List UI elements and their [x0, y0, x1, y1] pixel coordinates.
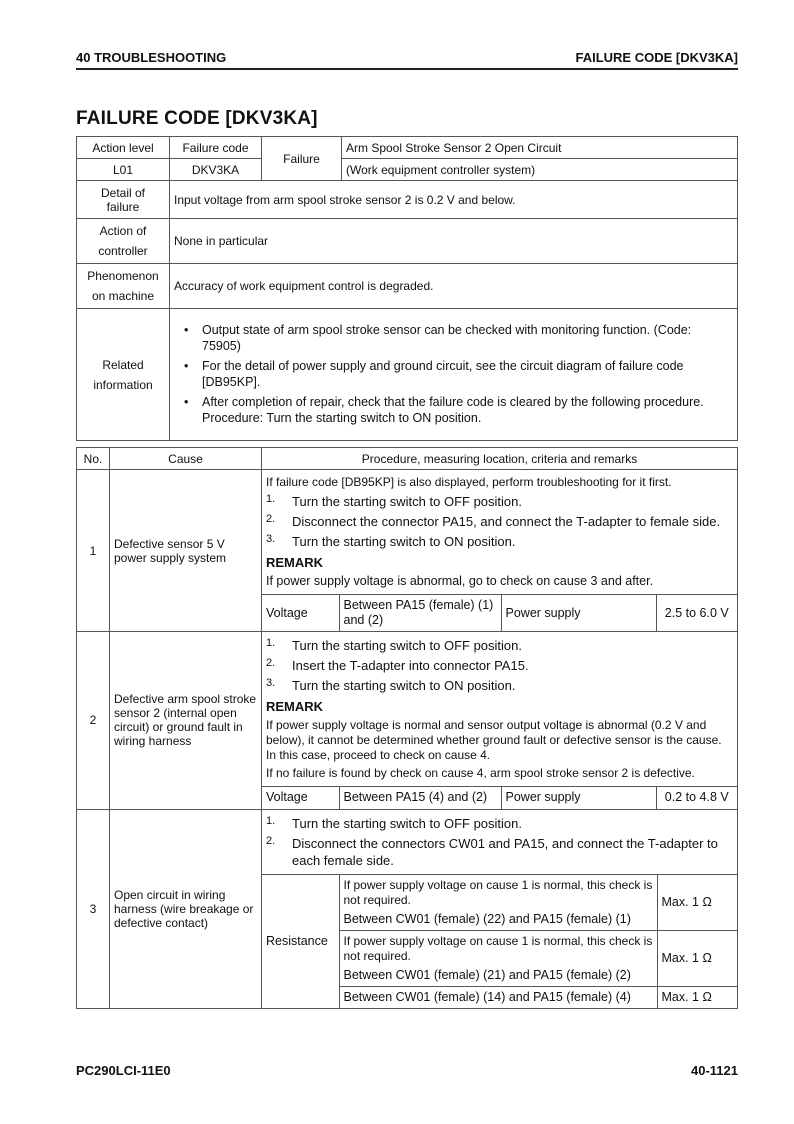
failure-name: Arm Spool Stroke Sensor 2 Open Circuit — [342, 137, 738, 159]
meas-type: Voltage — [262, 595, 339, 632]
meas-type: Resistance — [262, 874, 339, 1008]
meas-item: Power supply — [501, 595, 656, 632]
phenomenon-text: Accuracy of work equipment control is degraded. — [170, 264, 738, 309]
related-label: Related information — [77, 309, 170, 441]
remark-text: If power supply voltage is abnormal, go to check on cause 3 and after. — [266, 574, 654, 588]
action-level-value: L01 — [77, 159, 170, 181]
remark-text-2: If no failure is found by check on cause 4, arm spool stroke sensor 2 is defective. — [266, 766, 695, 780]
meas-value: Max. 1 Ω — [657, 986, 737, 1008]
meas-location: Between PA15 (female) (1) and (2) — [339, 595, 501, 632]
cause-text: Defective arm spool stroke sensor 2 (internal open circuit) or ground fault in wiring harness — [110, 632, 262, 810]
failure-label: Failure — [262, 137, 342, 181]
procedure-cell — [262, 470, 738, 632]
remark-text: If power supply voltage is normal and sensor output voltage is abnormal (0.2 V and below), it cannot be determined whether ground fault or defective sensor is the cause. In this case, proceed to check on cause 4. — [266, 718, 722, 762]
procedure-step: 1. Turn the starting switch to OFF position. — [266, 637, 522, 653]
measurement-table — [262, 786, 737, 809]
header-section: 40 TROUBLESHOOTING — [76, 50, 227, 65]
meas-location: Between CW01 (female) (14) and PA15 (female) (4) — [339, 986, 657, 1008]
meas-note: If power supply voltage on cause 1 is normal, this check is not required. — [343, 877, 653, 907]
meas-type: Voltage — [262, 787, 339, 809]
procedure-cell — [262, 809, 738, 1009]
procedure-intro: If failure code [DB95KP] is also displayed, perform troubleshooting for it first. — [266, 475, 672, 489]
detail-text: Input voltage from arm spool stroke sensor 2 is 0.2 V and below. — [170, 181, 738, 219]
cause-no: 1 — [77, 470, 110, 632]
failure-code-label: Failure code — [170, 137, 262, 159]
page-header — [76, 48, 738, 70]
remark-label: REMARK — [266, 555, 324, 570]
meas-item: Power supply — [501, 787, 656, 809]
procedure-step: 2. Insert the T-adapter into connector PA15. — [266, 657, 529, 673]
footer-page-number: 40-1121 — [691, 1063, 738, 1078]
meas-value: Max. 1 Ω — [657, 874, 737, 930]
cause-no: 2 — [77, 632, 110, 810]
meas-value: Max. 1 Ω — [657, 930, 737, 986]
procedure-step: 1. Turn the starting switch to OFF position. — [266, 493, 522, 509]
header-code: FAILURE CODE [DKV3KA] — [575, 50, 738, 65]
meas-location: If power supply voltage on cause 1 is normal, this check is not required. Between CW01 (female) (22) and PA15 (female) (1) — [339, 874, 657, 930]
measurement-table — [262, 874, 737, 1009]
meas-note: If power supply voltage on cause 1 is normal, this check is not required. — [343, 933, 653, 963]
page-title: FAILURE CODE [DKV3KA] — [76, 108, 318, 129]
failure-info-table — [76, 136, 738, 441]
col-cause: Cause — [110, 448, 262, 470]
meas-value: 0.2 to 4.8 V — [656, 787, 737, 809]
procedure-step: 3. Turn the starting switch to ON position. — [266, 533, 516, 549]
related-procedure: Procedure: Turn the starting switch to ON position. — [202, 410, 482, 425]
col-procedure: Procedure, measuring location, criteria and remarks — [262, 448, 738, 470]
cause-table — [76, 447, 738, 1009]
procedure-cell — [262, 632, 738, 810]
meas-location: If power supply voltage on cause 1 is normal, this check is not required. Between CW01 (female) (21) and PA15 (female) (2) — [339, 930, 657, 986]
cause-text: Defective sensor 5 V power supply system — [110, 470, 262, 632]
procedure-step: 1. Turn the starting switch to OFF position. — [266, 814, 522, 831]
related-info — [170, 309, 738, 441]
procedure-step: 2. Disconnect the connectors CW01 and PA15, and connect the T-adapter to each female side. — [266, 834, 718, 868]
failure-code-value: DKV3KA — [170, 159, 262, 181]
detail-label: Detail of failure — [77, 181, 170, 219]
footer-model: PC290LCI-11E0 — [76, 1063, 171, 1078]
meas-location: Between PA15 (4) and (2) — [339, 787, 501, 809]
col-no: No. — [77, 448, 110, 470]
procedure-step: 2. Disconnect the connector PA15, and connect the T-adapter to female side. — [266, 513, 721, 529]
cause-text: Open circuit in wiring harness (wire breakage or defective contact) — [110, 809, 262, 1009]
related-item: • Output state of arm spool stroke sensor can be checked with monitoring function. (Code: 75905) — [174, 322, 733, 354]
procedure-step: 3. Turn the starting switch to ON position. — [266, 677, 516, 693]
meas-value: 2.5 to 6.0 V — [656, 595, 737, 632]
action-text: None in particular — [170, 219, 738, 264]
related-item: • After completion of repair, check that the failure code is cleared by the following procedure. Procedure: Turn the starting switch to ON position. — [174, 394, 733, 426]
cause-no: 3 — [77, 809, 110, 1009]
action-level-label: Action level — [77, 137, 170, 159]
remark-label: REMARK — [266, 699, 324, 714]
related-item: • For the detail of power supply and ground circuit, see the circuit diagram of failure code [DB95KP]. — [174, 358, 733, 390]
action-label: Action of controller — [77, 219, 170, 264]
phenomenon-label: Phenomenon on machine — [77, 264, 170, 309]
failure-system: (Work equipment controller system) — [342, 159, 738, 181]
measurement-table — [262, 594, 737, 631]
